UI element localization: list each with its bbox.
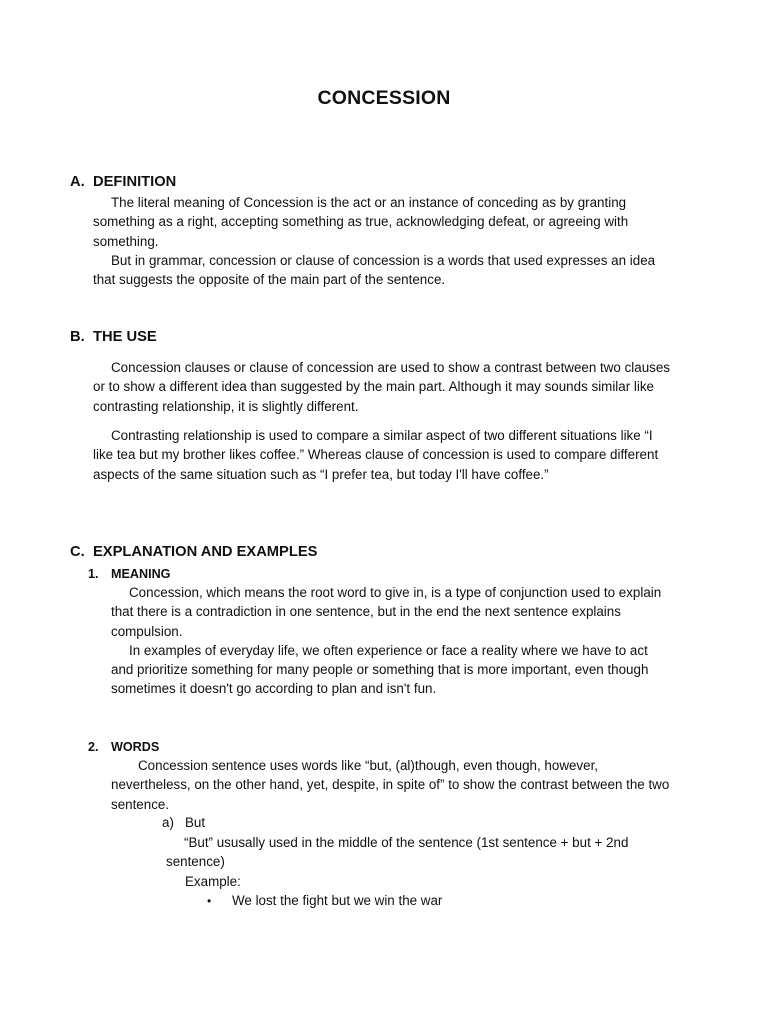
example-sentence: We lost the fight but we win the war (232, 893, 443, 908)
section-b-paragraph-1-block (93, 358, 678, 416)
meaning-paragraph-1: Concession, which means the root word to give in, is a type of conjunction used to explain that there is a contradiction in one sentence, but in the end the next sentence explains compulsion. (111, 585, 662, 639)
section-a-title: DEFINITION (93, 174, 177, 190)
meaning-body (111, 583, 671, 699)
section-b-paragraph-2-block (93, 426, 663, 484)
section-b-title: THE USE (93, 329, 157, 345)
bullet-icon: • (207, 894, 212, 908)
section-a-marker: A. (70, 174, 85, 190)
section-a-heading (70, 173, 176, 192)
item-a-description: “But” ususally used in the middle of the sentence (1st sentence + but + 2nd sentence) (166, 835, 629, 870)
item-a-marker: a) (162, 815, 174, 830)
page-title: CONCESSION (317, 87, 451, 109)
words-marker: 2. (88, 740, 99, 754)
example-label-block (185, 872, 241, 891)
example-label: Example: (185, 874, 241, 889)
words-intro: Concession sentence uses words like “but, (al)though, even though, however, nevertheless, on the other hand, yet, despite, in spite of” to show the contrast between the two sentence. (111, 758, 670, 812)
words-subheading (88, 738, 159, 757)
definition-paragraph-2: But in grammar, concession or clause of concession is a words that used expresses an idea that suggests the opposite of the main part of the sentence. (93, 252, 656, 288)
words-label: WORDS (111, 740, 160, 754)
meaning-subheading (88, 565, 170, 584)
section-c-title: EXPLANATION AND EXAMPLES (93, 544, 318, 560)
meaning-label: MEANING (111, 567, 171, 581)
meaning-paragraph-2: In examples of everyday life, we often experience or face a reality where we have to act and prioritize something for many people or something that is more important, even though sometimes it doesn't go according to plan and isn't fun. (111, 642, 649, 697)
section-b-heading (70, 328, 157, 347)
item-a-heading (162, 813, 205, 832)
use-paragraph-1: Concession clauses or clause of concession are used to show a contrast between two clauses or to show a different idea than suggested by the main part. Although it may sounds similar like contrasting relationship, it is slightly different. (93, 360, 670, 414)
words-body (111, 756, 671, 814)
use-paragraph-2: Contrasting relationship is used to compare a similar aspect of two different situations like “I like tea but my brother likes coffee.” Whereas clause of concession is used to compare different aspects of the same situation such as “I prefer tea, but today I'll have coffee.” (93, 428, 659, 482)
meaning-marker: 1. (88, 567, 99, 581)
item-a-description-block (166, 833, 671, 872)
item-a-label: But (185, 815, 206, 830)
section-b-marker: B. (70, 329, 85, 345)
example-bullet-item (207, 891, 442, 911)
section-c-marker: C. (70, 544, 85, 560)
section-c-heading (70, 543, 317, 562)
definition-paragraph-1: The literal meaning of Concession is the act or an instance of conceding as by granting something as a right, accepting something as true, acknowledging defeat, or agreeing with something. (93, 195, 629, 249)
section-a-body (93, 193, 668, 289)
